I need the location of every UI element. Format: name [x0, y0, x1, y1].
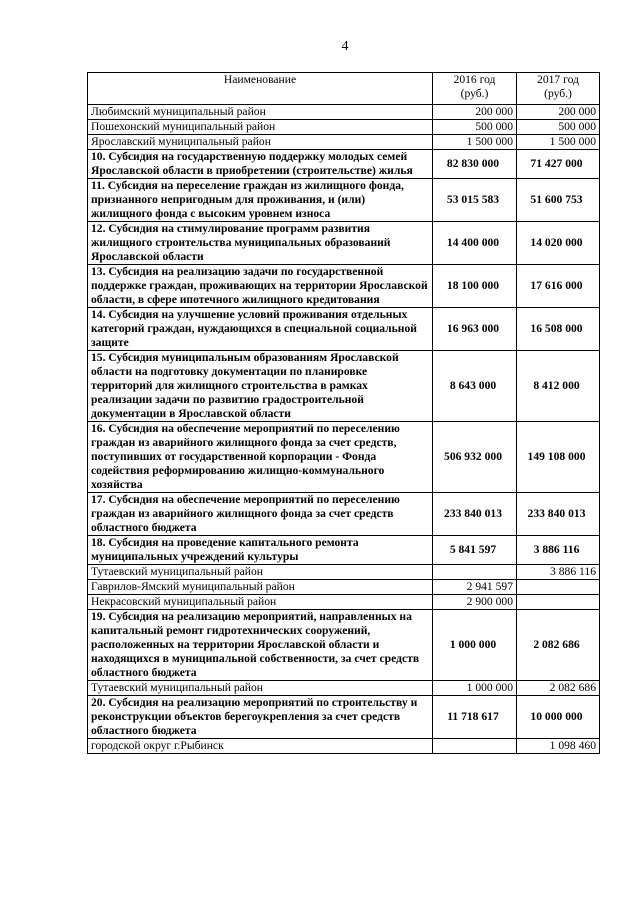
district-row [88, 580, 600, 595]
row-2017-cell: 233 840 013 [517, 493, 600, 536]
table-body [88, 105, 600, 754]
district-row [88, 135, 600, 150]
row-2017-cell: 16 508 000 [517, 308, 600, 351]
row-2016-cell [433, 739, 517, 754]
row-2016-cell: 8 643 000 [433, 351, 517, 422]
row-name-cell: 18. Субсидия на проведение капитального ремонта муниципальных учреждений культуры [88, 536, 433, 565]
row-name-cell: Тутаевский муниципальный район [88, 565, 433, 580]
district-row [88, 739, 600, 754]
row-2017-cell: 10 000 000 [517, 696, 600, 739]
subsidy-row [88, 150, 600, 179]
subsidy-row [88, 308, 600, 351]
subsidy-table [87, 72, 600, 754]
header-2017 [517, 73, 600, 105]
subsidy-row [88, 493, 600, 536]
row-2017-cell: 500 000 [517, 120, 600, 135]
subsidy-row [88, 610, 600, 681]
row-name-cell: 14. Субсидия на улучшение условий проживания отдельных категорий граждан, нуждающихся в специальной социальной защите [88, 308, 433, 351]
header-name: Наименование [88, 73, 433, 105]
row-2017-cell: 14 020 000 [517, 222, 600, 265]
header-2017-unit: (руб.) [544, 87, 572, 100]
row-name-cell: Тутаевский муниципальный район [88, 681, 433, 696]
row-2017-cell: 71 427 000 [517, 150, 600, 179]
subsidy-row [88, 222, 600, 265]
row-2016-cell: 1 000 000 [433, 681, 517, 696]
row-2016-cell: 53 015 583 [433, 179, 517, 222]
row-name-cell: 17. Субсидия на обеспечение мероприятий по переселению граждан из аварийного жилищного фонда за счет средств областного бюджета [88, 493, 433, 536]
subsidy-row [88, 179, 600, 222]
row-2017-cell: 2 082 686 [517, 681, 600, 696]
row-2017-cell: 8 412 000 [517, 351, 600, 422]
row-2017-cell: 3 886 116 [517, 565, 600, 580]
subsidy-row [88, 696, 600, 739]
row-name-cell: городской округ г.Рыбинск [88, 739, 433, 754]
header-2016-unit: (руб.) [460, 87, 489, 100]
row-2016-cell: 16 963 000 [433, 308, 517, 351]
row-2017-cell: 1 500 000 [517, 135, 600, 150]
row-2016-cell: 14 400 000 [433, 222, 517, 265]
row-2016-cell: 18 100 000 [433, 265, 517, 308]
row-name-cell: 19. Субсидия на реализацию мероприятий, направленных на капитальный ремонт гидротехнических сооружений, расположенных на территории Ярославской области и находящихся в муниципальной собственности, за счет средств областного бюджета [88, 610, 433, 681]
row-name-cell: Пошехонский муниципальный район [88, 120, 433, 135]
row-2017-cell: 149 108 000 [517, 422, 600, 493]
row-name-cell: Гаврилов-Ямский муниципальный район [88, 580, 433, 595]
row-name-cell: 13. Субсидия на реализацию задачи по государственной поддержке граждан, проживающих на территории Ярославской области, в сфере ипотечного жилищного кредитования [88, 265, 433, 308]
row-name-cell: 11. Субсидия на переселение граждан из жилищного фонда, признанного непригодным для проживания, и (или) жилищного фонда с высоким уровнем износа [88, 179, 433, 222]
row-2017-cell: 3 886 116 [517, 536, 600, 565]
subsidy-row [88, 422, 600, 493]
row-2016-cell: 1 500 000 [433, 135, 517, 150]
row-name-cell: Некрасовский муниципальный район [88, 595, 433, 610]
subsidy-row [88, 265, 600, 308]
district-row [88, 105, 600, 120]
subsidy-row [88, 351, 600, 422]
row-name-cell: Ярославский муниципальный район [88, 135, 433, 150]
table-header-row [88, 73, 600, 105]
district-row [88, 120, 600, 135]
row-2016-cell: 2 941 597 [433, 580, 517, 595]
header-2016-year: 2016 год [453, 73, 496, 86]
district-row [88, 681, 600, 696]
row-2016-cell: 2 900 000 [433, 595, 517, 610]
row-name-cell: Любимский муниципальный район [88, 105, 433, 120]
row-2017-cell: 200 000 [517, 105, 600, 120]
row-2017-cell: 1 098 460 [517, 739, 600, 754]
header-2017-year: 2017 год [537, 73, 579, 86]
page-number: 4 [341, 39, 349, 54]
row-2016-cell [433, 565, 517, 580]
row-name-cell: 12. Субсидия на стимулирование программ развития жилищного строительства муниципальных образований Ярославской области [88, 222, 433, 265]
row-2016-cell: 5 841 597 [433, 536, 517, 565]
row-2016-cell: 506 932 000 [433, 422, 517, 493]
row-2017-cell: 51 600 753 [517, 179, 600, 222]
row-name-cell: 20. Субсидия на реализацию мероприятий по строительству и реконструкции объектов берегоукрепления за счет средств областного бюджета [88, 696, 433, 739]
row-2017-cell [517, 595, 600, 610]
row-2017-cell [517, 580, 600, 595]
subsidy-row [88, 536, 600, 565]
row-2017-cell: 17 616 000 [517, 265, 600, 308]
district-row [88, 565, 600, 580]
row-name-cell: 10. Субсидия на государственную поддержку молодых семей Ярославской области в приобретении (строительстве) жилья [88, 150, 433, 179]
row-2016-cell: 200 000 [433, 105, 517, 120]
row-2016-cell: 11 718 617 [433, 696, 517, 739]
row-name-cell: 16. Субсидия на обеспечение мероприятий по переселению граждан из аварийного жилищного фонда за счет средств, поступивших от государственной корпорации - Фонда содействия реформированию жилищно-коммунального хозяйства [88, 422, 433, 493]
header-2016 [433, 73, 517, 105]
row-2016-cell: 82 830 000 [433, 150, 517, 179]
row-2016-cell: 1 000 000 [433, 610, 517, 681]
district-row [88, 595, 600, 610]
row-2017-cell: 2 082 686 [517, 610, 600, 681]
row-2016-cell: 233 840 013 [433, 493, 517, 536]
row-2016-cell: 500 000 [433, 120, 517, 135]
row-name-cell: 15. Субсидия муниципальным образованиям Ярославской области на подготовку документации по планировке территорий для жилищного строительства в рамках реализации задачи по развитию градостроительной документации в Ярославской области [88, 351, 433, 422]
